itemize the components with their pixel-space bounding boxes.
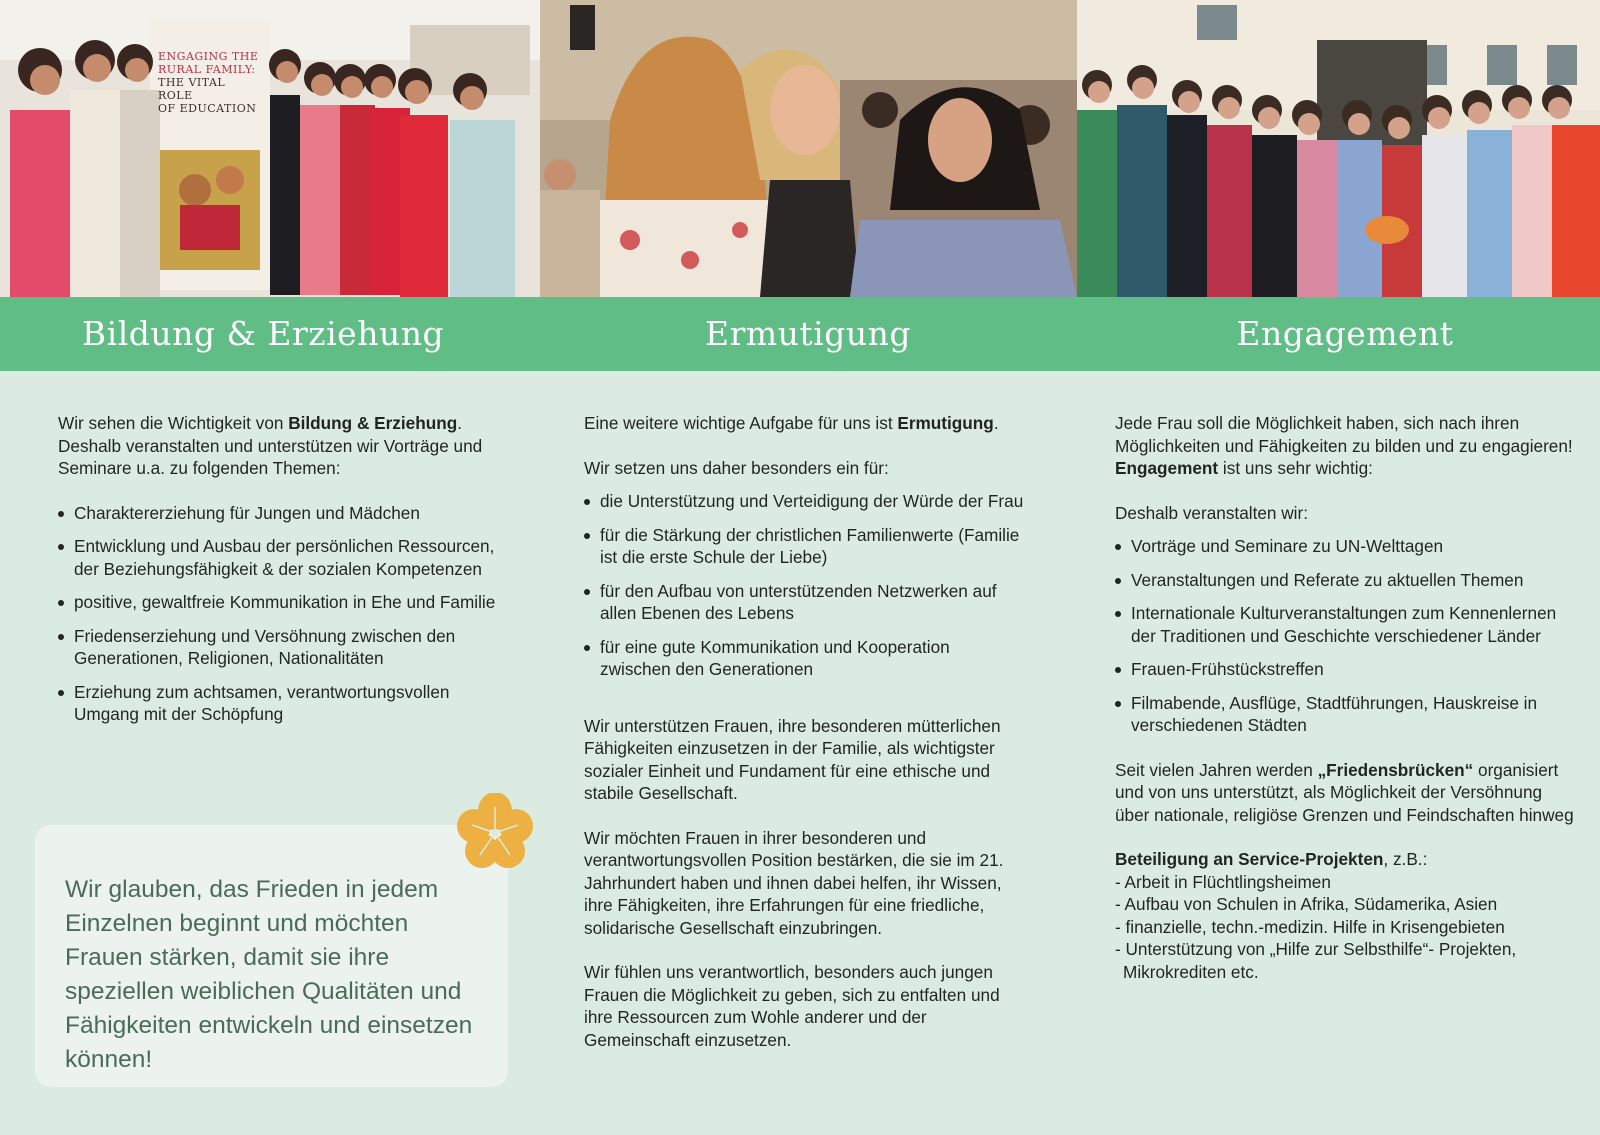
engagement-intro: Jede Frau soll die Möglichkeit haben, sich nach ihren Möglichkeiten und Fähigkeiten zu bilden und zu engagieren! Engagement ist uns sehr wichtig: bbox=[1115, 413, 1573, 478]
banner-line-3: THE VITAL ROLE bbox=[158, 76, 226, 102]
banner-text bbox=[158, 50, 260, 115]
list-item: - Aufbau von Schulen in Afrika, Südamerika, Asien bbox=[1115, 894, 1498, 914]
list-item: Veranstaltungen und Referate zu aktuellen Themen bbox=[1115, 569, 1575, 592]
list-item: - Unterstützung von „Hilfe zur Selbsthilfe“- Projekten, bbox=[1115, 939, 1517, 959]
list-item: Entwicklung und Ausbau der persönlichen Ressourcen, der Beziehungsfähigkeit & der sozialen Kompetenzen bbox=[58, 535, 498, 580]
photo-education-event-image bbox=[0, 0, 540, 297]
banner-line-2: RURAL FAMILY: bbox=[158, 63, 256, 76]
flower-icon bbox=[455, 793, 535, 873]
column-bildung bbox=[58, 412, 498, 737]
service-list bbox=[1115, 871, 1575, 984]
quote-text: Wir glauben, das Frieden in jedem Einzelnen beginnt und möchten Frauen stärken, damit sie ihre speziellen weiblichen Qualitäten und Fähigkeiten entwickeln und einsetzen können! bbox=[65, 876, 473, 1073]
banner-line-4: OF EDUCATION bbox=[158, 102, 257, 115]
photo-group-outdoor bbox=[1077, 0, 1600, 297]
column-ermutigung bbox=[584, 412, 1024, 1051]
ermutigung-intro: Eine weitere wichtige Aufgabe für uns ist Ermutigung. bbox=[584, 413, 999, 433]
list-item: für die Stärkung der christlichen Familienwerte (Familie ist die erste Schule der Liebe) bbox=[584, 524, 1024, 569]
photo-strip bbox=[0, 0, 1600, 297]
ermutigung-para-1: Wir unterstützen Frauen, ihre besonderen mütterlichen Fähigkeiten einzusetzen in der Familie, als wichtigster sozialer Einheit und Fundament für eine ethische und stabile Gesellschaft. bbox=[584, 715, 1001, 803]
engagement-list bbox=[1115, 535, 1575, 737]
list-item: positive, gewaltfreie Kommunikation in Ehe und Familie bbox=[58, 591, 498, 614]
heading-engagement: Engagement bbox=[1236, 314, 1454, 353]
photo-conversation-image bbox=[540, 0, 1077, 297]
engagement-lead: Deshalb veranstalten wir: bbox=[1115, 502, 1308, 523]
list-item: Internationale Kulturveranstaltungen zum Kennenlernen der Traditionen und Geschichte verschiedener Länder bbox=[1115, 602, 1575, 647]
list-item: Charaktererziehung für Jungen und Mädchen bbox=[58, 502, 498, 525]
list-item: Mikrokrediten etc. bbox=[1123, 961, 1259, 982]
ermutigung-para-2: Wir möchten Frauen in ihrer besonderen und verantwortungsvollen Position bestärken, die sie im 21. Jahrhundert haben und ihnen dabei helfen, ihr Wissen, ihre Fähigkeiten, ihre Erfahrungen für eine friedliche, solidarische Gesellschaft einzubringen. bbox=[584, 827, 1004, 938]
friedensbruecken-para: Seit vielen Jahren werden „Friedensbrücken“ organisiert und von uns unterstützt, als Möglichkeit der Versöhnung über nationale, religiöse Grenzen und Feindschaften hinweg bbox=[1115, 759, 1574, 825]
list-item: - Arbeit in Flüchtlingsheimen bbox=[1115, 871, 1331, 892]
banner-line-1: ENGAGING THE bbox=[158, 50, 259, 63]
section-header-band bbox=[0, 297, 1600, 371]
quote-box bbox=[35, 825, 508, 1087]
list-item: - finanzielle, techn.-medizin. Hilfe in Krisengebieten bbox=[1115, 916, 1505, 937]
photo-conversation bbox=[540, 0, 1077, 297]
heading-ermutigung: Ermutigung bbox=[705, 314, 911, 353]
photo-education-event bbox=[0, 0, 540, 297]
list-item: Filmabende, Ausflüge, Stadtführungen, Hauskreise in verschiedenen Städten bbox=[1115, 692, 1575, 737]
list-item: Erziehung zum achtsamen, verantwortungsvollen Umgang mit der Schöpfung bbox=[58, 681, 498, 726]
list-item: die Unterstützung und Verteidigung der Würde der Frau bbox=[584, 490, 1024, 513]
column-engagement bbox=[1115, 412, 1575, 983]
list-item: für eine gute Kommunikation und Kooperation zwischen den Generationen bbox=[584, 636, 1024, 681]
bildung-list bbox=[58, 502, 498, 726]
list-item: Vorträge und Seminare zu UN-Welttagen bbox=[1115, 535, 1575, 558]
bildung-intro: Wir sehen die Wichtigkeit von Bildung & Erziehung. Deshalb veranstalten und unterstützen wir Vorträge und Seminare u.a. zu folgenden Themen: bbox=[58, 413, 483, 478]
heading-bildung: Bildung & Erziehung bbox=[81, 314, 445, 353]
list-item: Friedenserziehung und Versöhnung zwischen den Generationen, Religionen, Nationalitäten bbox=[58, 625, 498, 670]
list-item: für den Aufbau von unterstützenden Netzwerken auf allen Ebenen des Lebens bbox=[584, 580, 1024, 625]
service-heading: Beteiligung an Service-Projekten, z.B.: bbox=[1115, 849, 1428, 869]
ermutigung-lead: Wir setzen uns daher besonders ein für: bbox=[584, 457, 889, 478]
list-item: Frauen-Frühstückstreffen bbox=[1115, 658, 1575, 681]
ermutigung-list bbox=[584, 490, 1024, 681]
ermutigung-para-3: Wir fühlen uns verantwortlich, besonders auch jungen Frauen die Möglichkeit zu geben, sich zu entfalten und ihre Ressourcen zum Wohle anderer und der Gemeinschaft einzusetzen. bbox=[584, 962, 1000, 1050]
photo-group-outdoor-image bbox=[1077, 0, 1600, 297]
